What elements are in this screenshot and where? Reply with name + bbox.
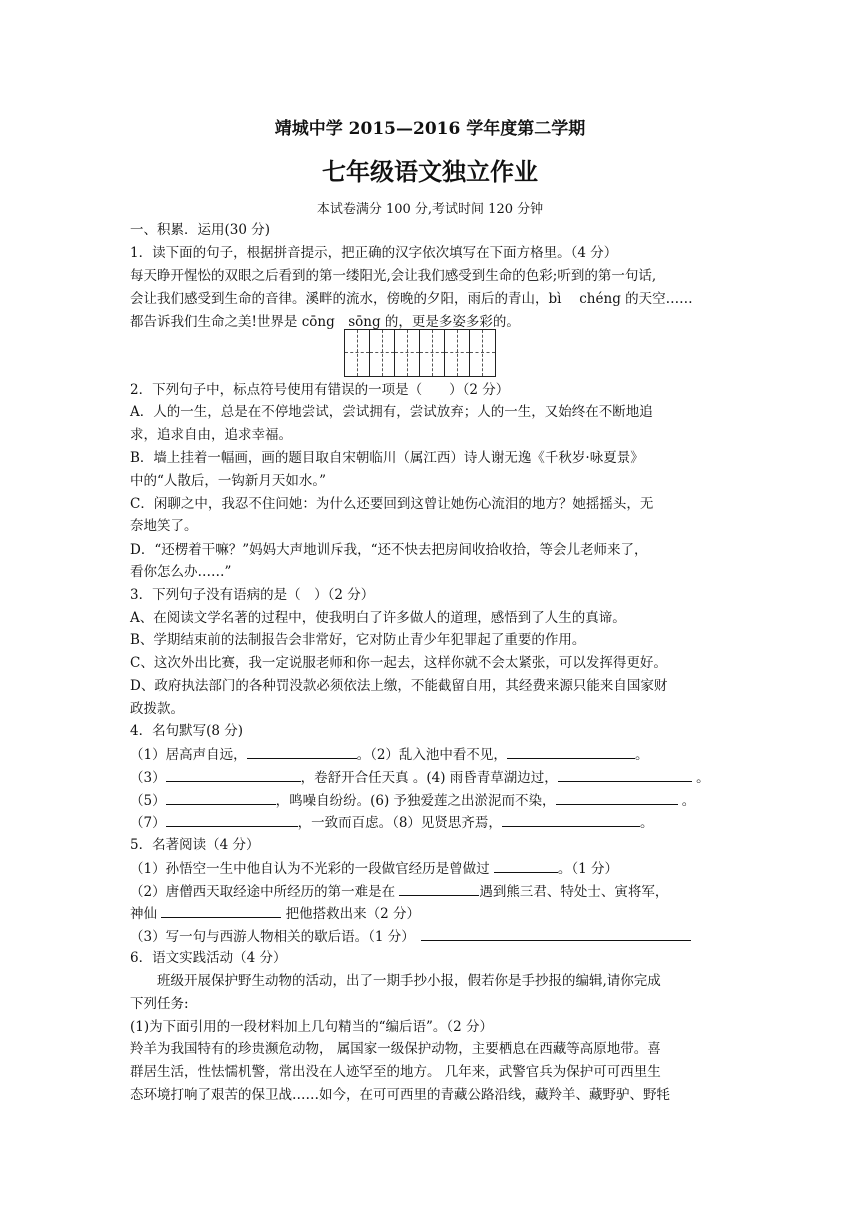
verse-text: 。 [677,793,696,809]
answer-blank[interactable] [507,744,635,759]
answer-blank[interactable] [494,858,558,873]
school-term-heading: 靖城中学 2015—2016 学年度第二学期 [274,119,586,139]
verse-text: 。（2）乱入池中看不见， [356,747,507,763]
verse-text: （5） [130,793,166,809]
option-a-cont: 求，追求自由，追求幸福。 [130,427,292,443]
recitation-row [130,812,735,833]
question-6-intro: 班级开展保护野生动物的活动，出了一期手抄小报，假若你是手抄报的编辑,请你完成 [130,973,661,989]
recitation-row [130,790,735,811]
item-text: 神仙 [130,906,162,922]
option-d-cont: 看你怎么办……” [130,564,232,580]
question-5-item [130,926,735,947]
question-2-stem: 2．下列句子中，标点符号使用有错误的一项是（ ）（2 分） [130,382,510,398]
answer-cell[interactable] [420,330,445,376]
answer-blank[interactable] [558,767,692,782]
answer-blank[interactable] [502,812,640,827]
answer-cell[interactable] [370,330,395,376]
verse-text: 。 [639,815,654,831]
question-6-intro-cont: 下列任务: [130,996,189,1012]
material-line: 羚羊为我国特有的珍贵濒危动物， 属国家一级保护动物，主要栖息在西藏等高原地带。喜 [130,1041,661,1057]
question-1-passage-line: 会让我们感受到生命的音律。溪畔的流水，傍晚的夕阳，雨后的青山，bì chéng 的天空…… [130,291,693,307]
question-3-stem: 3．下列句子没有语病的是（ ）（2 分） [130,587,375,603]
verse-text: 。 [634,747,649,763]
option-b: B、学期结束前的法制报告会非常好，它对防止青少年犯罪起了重要的作用。 [130,632,586,648]
option-c: C．闲聊之中，我忍不住问她：为什么还要回到这曾让她伤心流泪的地方？她摇摇头，无 [130,496,654,512]
question-6-task: (1)为下面引用的一段材料加上几句精当的“编后语”。（2 分） [130,1019,494,1035]
question-6-stem: 6．语文实践活动（4 分） [130,950,287,966]
item-text: 遇到熊三君、特处士、寅将军， [479,884,669,900]
option-a: A．人的一生，总是在不停地尝试，尝试拥有，尝试放弃；人的一生，又始终在不断地追 [130,404,653,420]
item-text: 把他搭救出来（2 分） [281,906,420,922]
material-line: 态环境打响了艰苦的保卫战……如今，在可可西里的青藏公路沿线，藏羚羊、藏野驴、野牦 [130,1087,670,1103]
option-a: A、在阅读文学名著的过程中，使我明白了许多做人的道理，感悟到了人生的真谛。 [130,610,626,626]
item-text: （2）唐僧西天取经途中所经历的第一难是在 [130,884,400,900]
verse-text: ，鸣噪自纷纷。(6) 予独爱莲之出淤泥而不染， [275,793,556,809]
option-c-cont: 奈地笑了。 [130,518,198,534]
answer-blank[interactable] [399,881,479,896]
answer-cell[interactable] [445,330,470,376]
verse-text: （7） [130,815,166,831]
verse-text: 。 [691,770,710,786]
answer-blank[interactable] [421,926,691,941]
recitation-row [130,744,735,765]
answer-cell[interactable] [470,330,495,376]
question-1-passage-line: 都告诉我们生命之美!世界是 cōng sōng 的，更是多姿多彩的。 [130,314,520,330]
item-text: 。（1 分） [557,861,619,877]
recitation-row [130,767,735,788]
verse-text: ，卷舒开合任天真 。(4) 雨昏青草湖边过， [300,770,558,786]
answer-grid[interactable] [344,329,496,377]
answer-blank[interactable] [166,790,276,805]
option-d-cont: 政拨款。 [130,701,184,717]
answer-blank[interactable] [166,767,301,782]
page-title: 七年级语文独立作业 [322,157,538,186]
answer-blank[interactable] [161,903,281,918]
option-d: D．“还楞着干嘛？”妈妈大声地训斥我，“还不快去把房间收拾收拾，等会儿老师来了， [130,542,648,558]
verse-text: ，一致而百虑。（8）见贤思齐焉， [297,815,502,831]
answer-blank[interactable] [247,744,357,759]
option-d: D、政府执法部门的各种罚没款必须依法上缴，不能截留自用，其经费来源只能来自国家财 [130,678,668,694]
item-text: （1）孙悟空一生中他自认为不光彩的一段做官经历是曾做过 [130,861,494,877]
item-text: （3）写一句与西游人物相关的歇后语。（1 分） [130,929,415,945]
section-heading: 一、积累．运用(30 分) [130,222,271,238]
question-5-item [130,858,735,879]
question-5-item-cont [130,903,735,924]
verse-text: （1）居高声自远， [130,747,247,763]
option-b-cont: 中的“人散后，一钩新月天如水。” [130,473,327,489]
question-5-item [130,881,735,902]
verse-text: （3） [130,770,166,786]
exam-info: 本试卷满分 100 分,考试时间 120 分钟 [316,202,544,217]
answer-blank[interactable] [166,812,298,827]
material-line: 群居生活，性怯懦机警，常出没在人迹罕至的地方。 几年来，武警官兵为保护可可西里生 [130,1064,661,1080]
question-5-stem: 5．名著阅读（4 分） [130,837,260,853]
option-b: B．墙上挂着一幅画，画的题目取自宋朝临川（属江西）诗人谢无逸《千秋岁·咏夏景》 [130,450,644,466]
question-1-passage-line: 每天睁开惺忪的双眼之后看到的第一缕阳光,会让我们感受到生命的色彩;听到的第一句话, [130,268,657,284]
answer-cell[interactable] [395,330,420,376]
answer-blank[interactable] [556,790,678,805]
question-1-stem: 1．读下面的句子，根据拼音提示，把正确的汉字依次填写在下面方格里。（4 分） [130,245,618,261]
question-4-stem: 4．名句默写(8 分) [130,723,244,739]
option-c: C、这次外出比赛，我一定说服老师和你一起去，这样你就不会太紧张，可以发挥得更好。 [130,655,667,671]
answer-cell[interactable] [345,330,370,376]
